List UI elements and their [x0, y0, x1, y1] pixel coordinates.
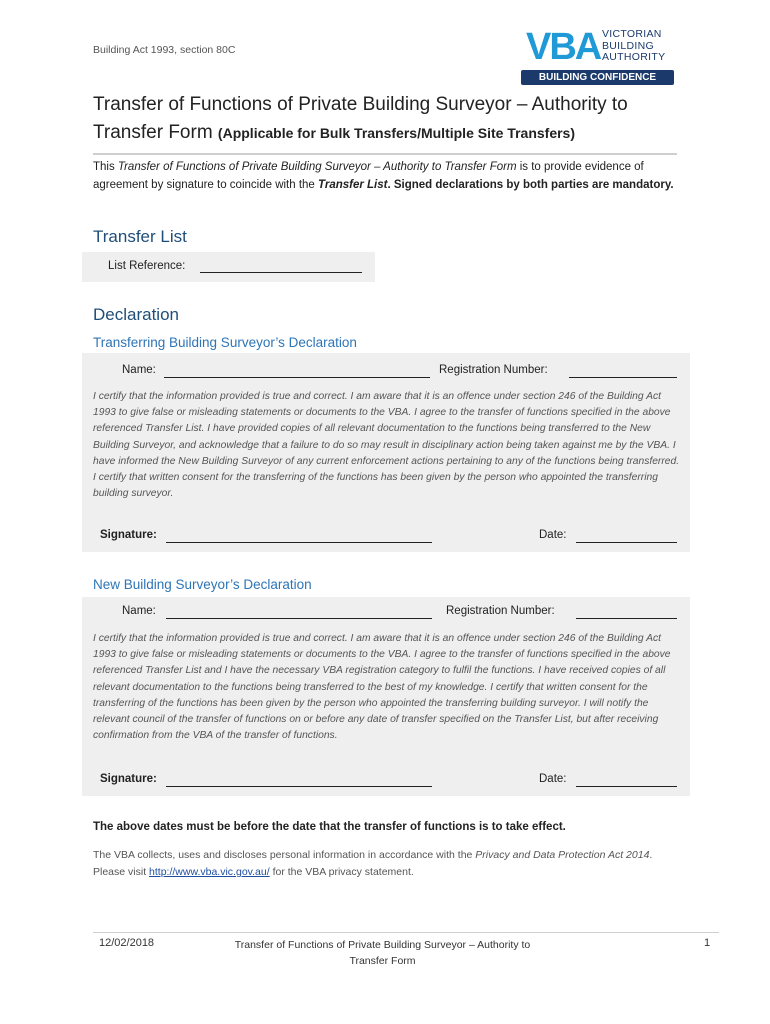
logo-line-1: VICTORIAN: [602, 28, 662, 40]
registration-number-label: Registration Number:: [446, 605, 555, 617]
title-divider: [93, 153, 677, 155]
vba-logo-text: [602, 29, 665, 64]
new-surveyor-heading: New Building Surveyor’s Declaration: [93, 577, 312, 592]
vba-website-link[interactable]: http://www.vba.vic.gov.au/: [149, 866, 270, 878]
privacy-statement: [93, 847, 683, 881]
intro-transfer-list: Transfer List: [318, 179, 388, 191]
footer-date: 12/02/2018: [99, 937, 155, 949]
list-reference-field[interactable]: [200, 272, 362, 273]
name-field[interactable]: [164, 377, 430, 378]
title-subtitle: (Applicable for Bulk Transfers/Multiple Site Transfers): [217, 125, 576, 141]
logo-banner: BUILDING CONFIDENCE: [521, 70, 674, 85]
intro-mandatory-text: . Signed declarations by both parties are mandatory.: [387, 179, 674, 191]
list-reference-label: List Reference:: [108, 260, 186, 272]
signature-field[interactable]: [166, 786, 432, 787]
intro-form-name: Transfer of Functions of Private Building Surveyor – Authority to Transfer Form: [117, 161, 517, 173]
dates-note: The above dates must be before the date that the transfer of functions is to take effect.: [93, 821, 566, 833]
vba-logo: [518, 26, 678, 90]
vba-logo-mark: VBA: [526, 26, 601, 68]
title-main: Transfer of Functions of Private Building Surveyor – Authority to Transfer Form: [93, 94, 628, 143]
declaration-heading: Declaration: [93, 305, 179, 324]
registration-number-field[interactable]: [569, 377, 677, 378]
signature-field[interactable]: [166, 542, 432, 543]
footer-title: Transfer of Functions of Private Building Surveyor – Authority to Transfer Form: [234, 939, 531, 967]
act-reference: Building Act 1993, section 80C: [93, 44, 236, 56]
transferring-declaration-panel: [82, 353, 690, 552]
intro-paragraph: [93, 158, 683, 194]
date-label: Date:: [539, 773, 567, 785]
logo-line-2: BUILDING: [602, 39, 654, 52]
list-reference-box: [82, 252, 375, 282]
date-field[interactable]: [576, 786, 677, 787]
transferring-surveyor-heading: Transferring Building Surveyor’s Declaration: [93, 335, 357, 350]
signature-label: Signature:: [100, 773, 157, 785]
transfer-list-heading: Transfer List: [93, 227, 187, 246]
privacy-text-1: The VBA collects, uses and discloses personal information in accordance with the: [93, 849, 476, 861]
new-declaration-panel: [82, 597, 690, 796]
logo-line-3: AUTHORITY: [602, 51, 666, 63]
page-title: [93, 91, 693, 147]
signature-label: Signature:: [100, 529, 157, 541]
certification-text: I certify that the information provided is true and correct. I am aware that it is an offence under section 246 of the Building Act 1993 to give false or misleading statements or documents to the VBA. I agree to the transfer of functions specified in the above referenced Transfer List and I have the necessary VBA registration category to fulfil the functions. I have received copies of all relevant documentation to the functions being transferred to the best of my knowledge. I certify that written consent for the transferring of the functions has been given by the person who appointed the transferring building surveyor. I will notify the relevant council of the transfer of functions on or before any date of transfer specified on the Transfer List, but after receiving confirmation from the VBA of the transfer of functions.: [93, 633, 671, 742]
privacy-text-3: for the VBA privacy statement.: [269, 866, 414, 878]
page-number: 1: [704, 937, 711, 949]
footer-divider: [93, 932, 719, 933]
name-field[interactable]: [166, 618, 432, 619]
date-field[interactable]: [576, 542, 677, 543]
name-label: Name:: [122, 605, 156, 617]
registration-number-label: Registration Number:: [439, 364, 548, 376]
intro-text-1: This: [93, 161, 118, 173]
name-label: Name:: [122, 364, 156, 376]
intro-text-2: is to provide evidence of agreement by signature to coincide with the: [93, 161, 644, 191]
certification-text: I certify that the information provided is true and correct. I am aware that it is an offence under section 246 of the Building Act 1993 to give false or misleading statements or documents to the VBA. I agree to the transfer of functions specified in the above referenced Transfer List. I have provided copies of all relevant documentation to the functions being transferred to the New Building Surveyor, and acknowledge that a failure to do so may result in disciplinary action being taken against me by the VBA. I have informed the New Building Surveyor of any current enforcement actions pertaining to any of the functions being transferred. I certify that written consent for the transferring of the functions has been given by the person who appointed the transferring building surveyor.: [93, 391, 680, 500]
privacy-text-2: . Please visit: [93, 849, 653, 878]
registration-number-field[interactable]: [576, 618, 677, 619]
date-label: Date:: [539, 529, 567, 541]
privacy-act-name: Privacy and Data Protection Act 2014: [475, 849, 650, 861]
